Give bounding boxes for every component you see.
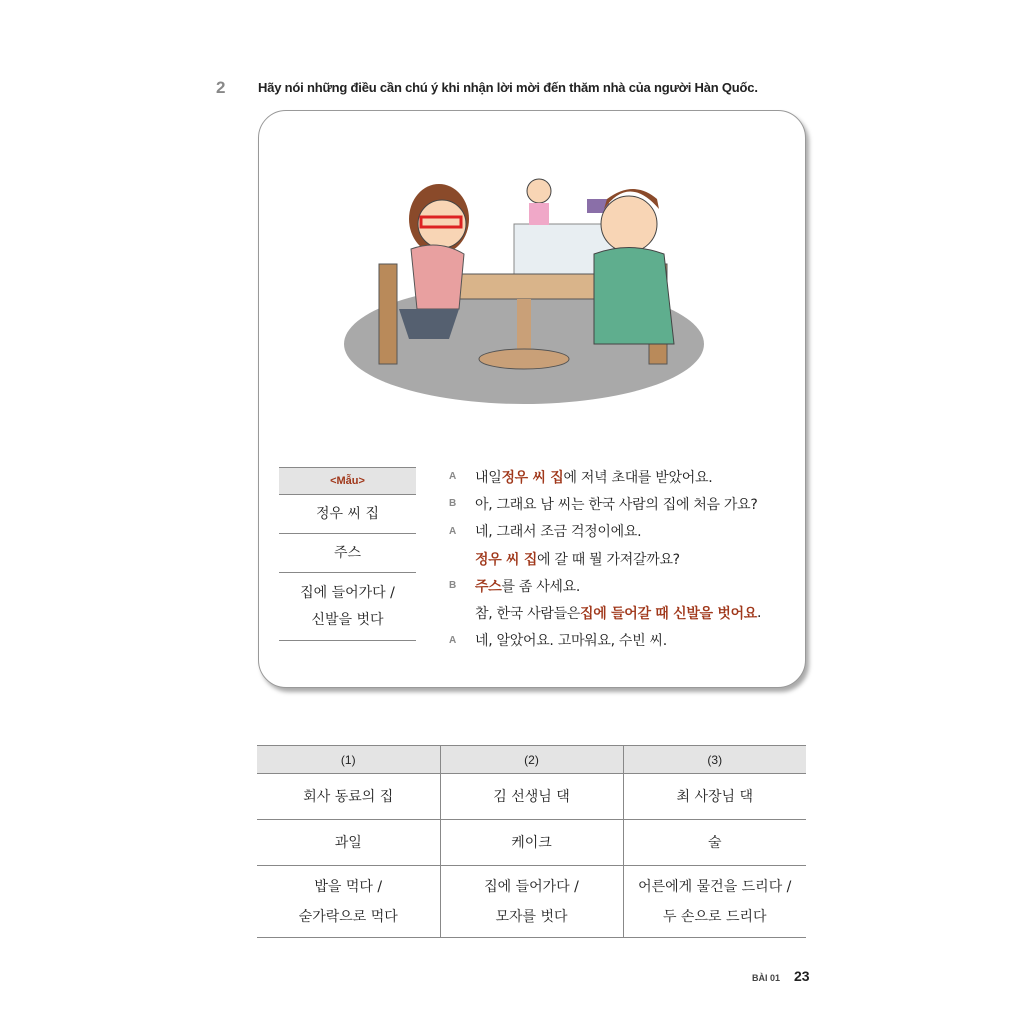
dialogue: [449, 463, 761, 654]
cell-line: 모자를 벗다: [495, 908, 568, 925]
column-header: (2): [440, 746, 623, 774]
highlight-text: 정우 씨 집: [501, 469, 564, 486]
lesson-label: BÀI 01: [752, 973, 781, 983]
practice-table: [257, 745, 806, 938]
cell-line: 밥을 먹다 /: [314, 878, 383, 895]
dialogue-line: [449, 490, 761, 517]
sample-gift: 주스: [279, 534, 416, 573]
line-text: 내일: [475, 469, 502, 486]
sample-header: <Mẫu>: [279, 467, 416, 495]
dialogue-line: [449, 463, 761, 490]
cell-line: 숟가락으로 먹다: [298, 908, 398, 925]
dialogue-line: [449, 545, 761, 572]
table-cell: 김 선생님 댁: [440, 774, 623, 820]
table-cell: 과일: [257, 820, 440, 866]
sample-custom: [279, 573, 416, 641]
sample-place: 정우 씨 집: [279, 495, 416, 534]
speaker-label: A: [449, 471, 456, 483]
dialogue-line: [449, 572, 761, 599]
sample-custom-line2: 신발을 벗다: [311, 611, 384, 628]
dialogue-line: [449, 518, 761, 545]
column-header: (1): [257, 746, 440, 774]
dialogue-line: [449, 627, 761, 654]
speaker-label: A: [449, 634, 456, 646]
speaker-label: B: [449, 580, 456, 592]
table-cell: [257, 866, 440, 938]
table-cell: 회사 동료의 집: [257, 774, 440, 820]
cell-line: 어른에게 물건을 드리다 /: [638, 878, 792, 895]
highlight-text: 주스: [475, 578, 502, 595]
sample-custom-line1: 집에 들어가다 /: [300, 584, 395, 601]
line-text: .: [757, 605, 762, 622]
cell-line: 집에 들어가다 /: [484, 878, 579, 895]
exercise-number: 2: [216, 78, 226, 97]
table-cell: 최 사장님 댁: [623, 774, 806, 820]
example-card: [258, 110, 806, 688]
page-footer: [752, 968, 810, 984]
line-text: 참, 한국 사람들은: [475, 606, 581, 623]
dialogue-line: [449, 599, 761, 626]
sample-table: [279, 467, 416, 641]
line-text: 네, 알았어요. 고마워요, 수빈 씨.: [475, 633, 667, 650]
line-text: 네, 그래서 조금 걱정이에요.: [475, 524, 642, 541]
cafe-illustration: [339, 169, 719, 409]
cell-line: 두 손으로 드리다: [662, 908, 767, 925]
speaker-label: A: [449, 525, 456, 537]
highlight-text: 정우 씨 집: [475, 551, 538, 568]
page-number: 23: [794, 968, 810, 984]
table-cell: [623, 866, 806, 938]
line-text: 를 좀 사세요.: [501, 578, 581, 595]
table-cell: 술: [623, 820, 806, 866]
line-text: 에 저녁 초대를 받았어요.: [563, 469, 713, 486]
line-text: 에 갈 때 뭘 가져갈까요?: [537, 551, 680, 568]
highlight-text: 집에 들어갈 때 신발을 벗어요: [580, 606, 758, 623]
line-text: 아, 그래요 남 씨는 한국 사람의 집에 처음 가요?: [475, 496, 758, 513]
table-cell: 케이크: [440, 820, 623, 866]
speaker-label: B: [449, 498, 456, 510]
column-header: (3): [623, 746, 806, 774]
table-cell: [440, 866, 623, 938]
exercise-instruction: Hãy nói những điều cần chú ý khi nhận lời mời đến thăm nhà của người Hàn Quốc.: [258, 80, 758, 95]
